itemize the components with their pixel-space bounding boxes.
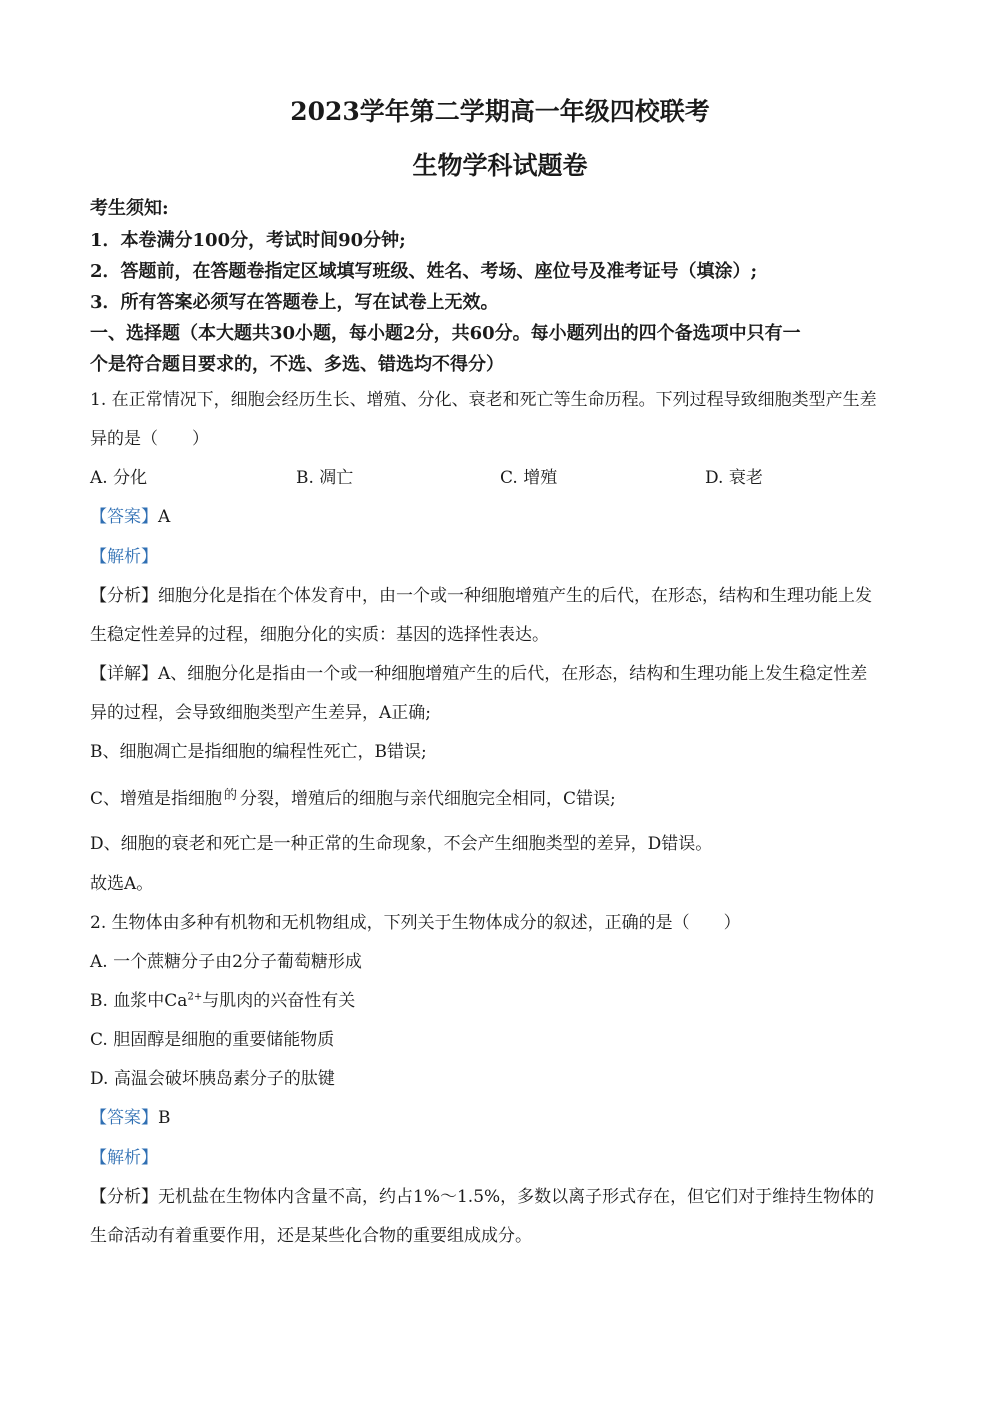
line-c-part1: C、增殖是指细胞 [90,789,223,809]
q1-line-b: B、细胞凋亡是指细胞的编程性死亡，B错误; [90,742,427,762]
q1-option-b: B. 凋亡 [296,468,354,488]
exam-title: 2023学年第二学期高一年级四校联考 [290,97,710,126]
q1-line-c [90,784,920,809]
q2-option-b-part2: 与肌肉的兴奋性有关 [202,991,356,1011]
answer-value: B [158,1108,171,1128]
q2-stem: 2. 生物体由多种有机物和无机物组成，下列关于生物体成分的叙述，正确的是（ ） [90,913,741,933]
fenxi-tag: 【分析】 [90,1187,158,1207]
q1-xiangjie-line1 [90,659,920,684]
answer-tag: 【答案】 [90,507,158,527]
q1-analysis-tag: 【解析】 [90,547,158,567]
xiangjie-tag: 【详解】 [90,664,158,684]
q2-option-c: C. 胆固醇是细胞的重要储能物质 [90,1030,335,1050]
q1-stem-line2: 异的是（ ） [90,429,209,449]
line-c-part2: 分裂，增殖后的细胞与亲代细胞完全相同，C错误; [240,789,616,809]
q1-option-d: D. 衰老 [705,468,763,488]
q2-answer [90,1103,920,1128]
q1-xiangjie-line2: 异的过程，会导致细胞类型产生差异，A正确; [90,703,432,723]
fenxi-text: 细胞分化是指在个体发育中，由一个或一种细胞增殖产生的后代，在形态，结构和生理功能上发 [158,586,872,606]
q2-option-a: A. 一个蔗糖分子由2分子葡萄糖形成 [90,952,362,972]
answer-value: A [158,507,171,527]
q2-option-b-superscript: 2+ [187,991,203,1003]
q2-fenxi-line1 [90,1182,920,1207]
fenxi-tag: 【分析】 [90,586,158,606]
q1-option-a: A. 分化 [90,468,148,488]
answer-tag: 【答案】 [90,1108,158,1128]
notice-item-1: 1．本卷满分100分，考试时间90分钟; [90,230,406,251]
q1-fenxi-line2: 生稳定性差异的过程，细胞分化的实质：基因的选择性表达。 [90,625,549,645]
section-heading-line1: 一、选择题（本大题共30小题，每小题2分，共60分。每小题列出的四个备选项中只有一 [90,323,801,344]
notice-item-3: 3．所有答案必须写在答题卷上，写在试卷上无效。 [90,292,499,313]
q1-option-c: C. 增殖 [500,468,558,488]
q2-fenxi-line2: 生命活动有着重要作用，还是某些化合物的重要组成成分。 [90,1226,532,1246]
q1-fenxi-line1 [90,581,920,606]
q1-stem-line1: 1. 在正常情况下，细胞会经历生长、增殖、分化、衰老和死亡等生命历程。下列过程导致细胞类型产生差 [90,390,877,410]
section-heading-line2: 个是符合题目要求的，不选、多选、错选均不得分） [90,354,504,375]
line-c-raised-char: 的 [224,788,238,803]
q2-option-b-part1: B. 血浆中Ca [90,991,188,1011]
q2-analysis-tag: 【解析】 [90,1148,158,1168]
fenxi-text: 无机盐在生物体内含量不高，约占1%～1.5%，多数以离子形式存在，但它们对于维持生物体的 [158,1187,875,1207]
q2-option-b [90,986,920,1011]
xiangjie-text: A、细胞分化是指由一个或一种细胞增殖产生的后代，在形态，结构和生理功能上发生稳定性差 [158,664,868,684]
q2-option-d: D. 高温会破坏胰岛素分子的肽键 [90,1069,335,1089]
notice-item-2: 2．答题前，在答题卷指定区域填写班级、姓名、考场、座位号及准考证号（填涂）; [90,261,758,282]
notice-heading: 考生须知: [90,198,169,219]
q1-answer [90,502,920,527]
q1-line-d: D、细胞的衰老和死亡是一种正常的生命现象，不会产生细胞类型的差异，D错误。 [90,834,713,854]
q1-conclusion: 故选A。 [90,874,154,894]
exam-subtitle: 生物学科试题卷 [412,151,588,180]
